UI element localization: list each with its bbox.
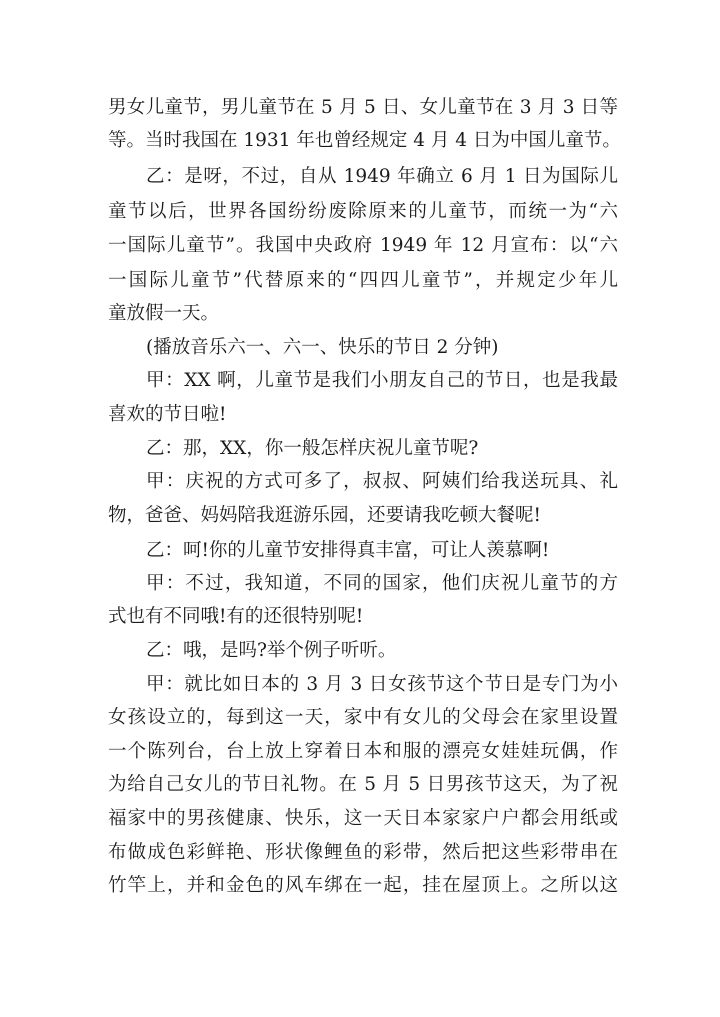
text-line: 等。当时我国在 1931 年也曾经规定 4 月 4 日为中国儿童节。 bbox=[108, 130, 621, 151]
text-line: 一个陈列台，台上放上穿着日本和服的漂亮女娃娃玩偶，作 bbox=[108, 741, 618, 762]
text-line: 一国际儿童节”代替原来的“四四儿童节”，并规定少年儿 bbox=[108, 270, 618, 291]
text-line: (播放音乐六一、六一、快乐的节日 2 分钟) bbox=[146, 337, 499, 358]
text-line: 为给自己女儿的节日礼物。在 5 月 5 日男孩节这天，为了祝 bbox=[108, 774, 618, 795]
text-line: 福家中的男孩健康、快乐，这一天日本家家户户都会用纸或 bbox=[108, 808, 618, 829]
text-line: 物，爸爸、妈妈陪我逛游乐园，还要请我吃顿大餐呢! bbox=[108, 505, 541, 526]
text-line: 式也有不同哦!有的还很特别呢! bbox=[108, 606, 364, 627]
text-line: 竹竿上，并和金色的风车绑在一起，挂在屋顶上。之所以这 bbox=[108, 875, 618, 896]
text-line: 乙：呵!你的儿童节安排得真丰富，可让人羡慕啊! bbox=[146, 540, 550, 561]
text-line: 乙：是呀，不过，自从 1949 年确立 6 月 1 日为国际儿 bbox=[146, 166, 618, 187]
text-line: 布做成色彩鲜艳、形状像鲤鱼的彩带，然后把这些彩带串在 bbox=[108, 842, 618, 863]
text-line: 甲：庆祝的方式可多了，叔叔、阿姨们给我送玩具、礼 bbox=[146, 471, 618, 492]
text-line: 甲：就比如日本的 3 月 3 日女孩节这个节日是专门为小 bbox=[146, 674, 618, 695]
text-line: 女孩设立的，每到这一天，家中有女儿的父母会在家里设置 bbox=[108, 707, 618, 728]
text-line: 童放假一天。 bbox=[108, 303, 220, 324]
text-line: 甲：XX 啊，儿童节是我们小朋友自己的节日，也是我最 bbox=[146, 370, 618, 391]
text-line: 乙：哦，是吗?举个例子听听。 bbox=[146, 640, 397, 661]
text-line: 一国际儿童节”。我国中央政府 1949 年 12 月宣布：以“六 bbox=[108, 235, 618, 256]
text-line: 童节以后，世界各国纷纷废除原来的儿童节，而统一为“六 bbox=[108, 201, 618, 222]
text-line: 男女儿童节，男儿童节在 5 月 5 日、女儿童节在 3 月 3 日等 bbox=[108, 97, 618, 118]
text-line: 乙：那，XX，你一般怎样庆祝儿童节呢? bbox=[146, 438, 479, 459]
text-line: 喜欢的节日啦! bbox=[108, 404, 227, 425]
text-line: 甲：不过，我知道，不同的国家，他们庆祝儿童节的方 bbox=[146, 573, 618, 594]
